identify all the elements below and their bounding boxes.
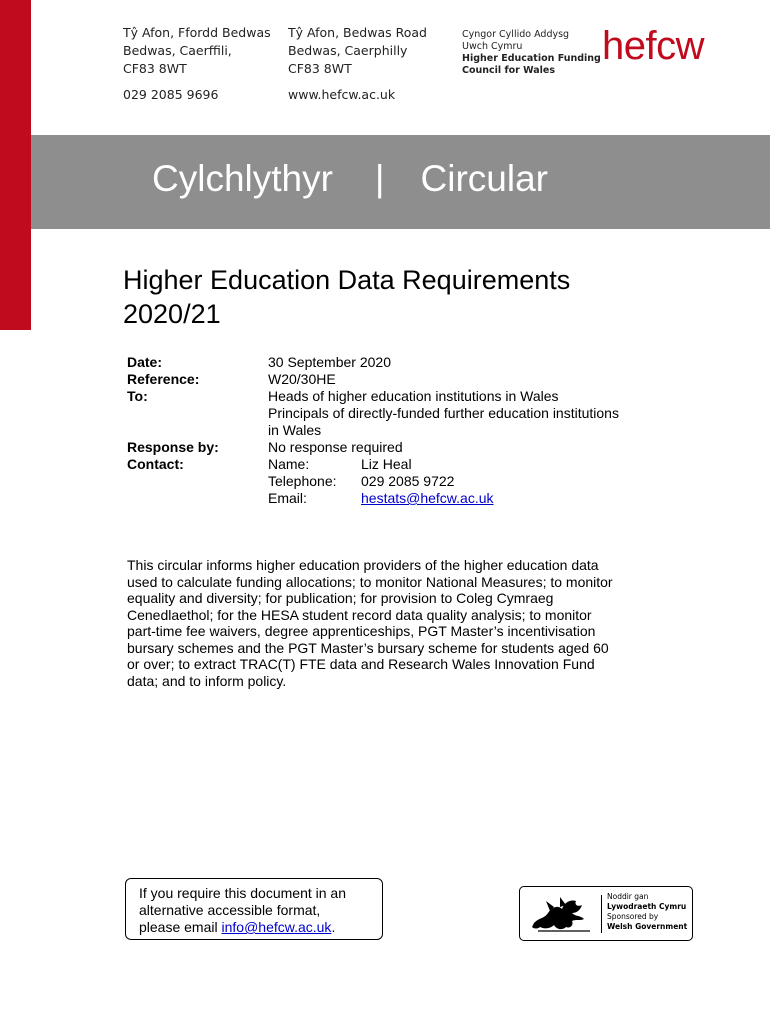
- address-line: Bedwas, Caerphilly: [288, 43, 408, 58]
- title-line: Higher Education Data Requirements: [123, 265, 571, 295]
- response-value: No response required: [268, 439, 403, 455]
- summary-line: Cenedlaethol; for the HESA student record data quality analysis; to monitor: [127, 606, 592, 623]
- date-row: [127, 354, 619, 371]
- address-line: Tŷ Afon, Bedwas Road: [288, 25, 427, 40]
- welsh-government-sponsor-logo: [519, 886, 693, 941]
- contact-name: [268, 456, 619, 473]
- org-name-en: Council for Wales: [462, 65, 556, 76]
- date-label: Date:: [127, 354, 163, 370]
- contact-row: [127, 456, 619, 507]
- summary-line: used to calculate funding allocations; to monitor National Measures; to monitor: [127, 573, 613, 590]
- reference-row: [127, 371, 619, 388]
- address-line: CF83 8WT: [123, 61, 187, 76]
- notice-line: [139, 919, 382, 936]
- banner-title: [152, 158, 548, 200]
- website: www.hefcw.ac.uk: [288, 87, 396, 102]
- english-address: [288, 24, 427, 104]
- circular-metadata: [127, 354, 619, 507]
- org-name-block: [462, 29, 601, 77]
- contact-telephone: [268, 473, 619, 490]
- to-value: in Wales: [268, 422, 322, 438]
- banner-title-en: Circular: [420, 158, 549, 199]
- document-title: [123, 263, 570, 331]
- title-line: 2020/21: [123, 299, 221, 329]
- banner-separator: |: [374, 158, 385, 199]
- banner-title-cy: Cylchlythyr: [152, 158, 333, 199]
- sponsor-line: Noddir gan: [607, 892, 649, 901]
- summary-line: part-time fee waivers, degree apprenticeships, PGT Master’s incentivisation: [127, 623, 596, 639]
- email-label: Email:: [268, 490, 307, 506]
- org-name-cy: Cyngor Cyllido Addysg: [462, 29, 570, 40]
- to-value: Heads of higher education institutions in Wales: [268, 388, 559, 404]
- reference-label: Reference:: [127, 371, 200, 387]
- summary-line: data; and to inform policy.: [127, 672, 287, 689]
- summary-line: or over; to extract TRAC(T) FTE data and Research Wales Innovation Fund: [127, 656, 595, 672]
- address-line: Tŷ Afon, Ffordd Bedwas: [123, 25, 271, 40]
- to-value: Principals of directly-funded further education institutions: [268, 405, 619, 421]
- info-email-link[interactable]: info@hefcw.ac.uk: [221, 919, 332, 935]
- org-name-en: Higher Education Funding: [462, 53, 601, 64]
- reference-value: W20/30HE: [268, 371, 336, 387]
- accessibility-notice: [125, 878, 383, 940]
- name-label: Name:: [268, 456, 310, 472]
- name-value: Liz Heal: [361, 456, 412, 472]
- summary-line: equality and diversity; for publication; for provision to Coleg Cymraeg: [127, 590, 554, 606]
- summary-line: This circular informs higher education providers of the higher education data: [127, 557, 599, 573]
- sponsor-line: Lywodraeth Cymru: [607, 902, 687, 911]
- notice-line: alternative accessible format,: [139, 902, 321, 918]
- summary-paragraph: [127, 557, 677, 689]
- contact-label: Contact:: [127, 456, 184, 472]
- welsh-address: [123, 24, 271, 104]
- notice-line: If you require this document in an: [139, 885, 347, 901]
- to-label: To:: [127, 388, 148, 404]
- red-accent-bar: [0, 0, 31, 330]
- welsh-dragon-icon: [530, 893, 594, 935]
- address-line: CF83 8WT: [288, 61, 352, 76]
- logo-divider: [601, 895, 602, 933]
- summary-line: bursary schemes and the PGT Master’s bursary scheme for students aged 60: [127, 639, 609, 656]
- hefcw-logo: hefcw: [602, 24, 704, 68]
- phone-number: 029 2085 9696: [123, 87, 219, 102]
- to-row: [127, 388, 619, 439]
- date-value: 30 September 2020: [268, 354, 391, 370]
- contact-email: [268, 490, 619, 507]
- notice-suffix: .: [331, 919, 336, 935]
- telephone-value: 029 2085 9722: [361, 473, 455, 489]
- sponsor-line: Welsh Government: [607, 922, 688, 931]
- org-name-cy: Uwch Cymru: [462, 41, 523, 52]
- notice-prefix: please email: [139, 919, 222, 935]
- sponsor-line: Sponsored by: [607, 912, 659, 921]
- address-line: Bedwas, Caerffili,: [123, 43, 232, 58]
- response-label: Response by:: [127, 439, 219, 455]
- response-row: [127, 439, 619, 456]
- sponsor-text: [607, 892, 687, 932]
- contact-email-link[interactable]: hestats@hefcw.ac.uk: [361, 490, 494, 506]
- telephone-label: Telephone:: [268, 473, 337, 489]
